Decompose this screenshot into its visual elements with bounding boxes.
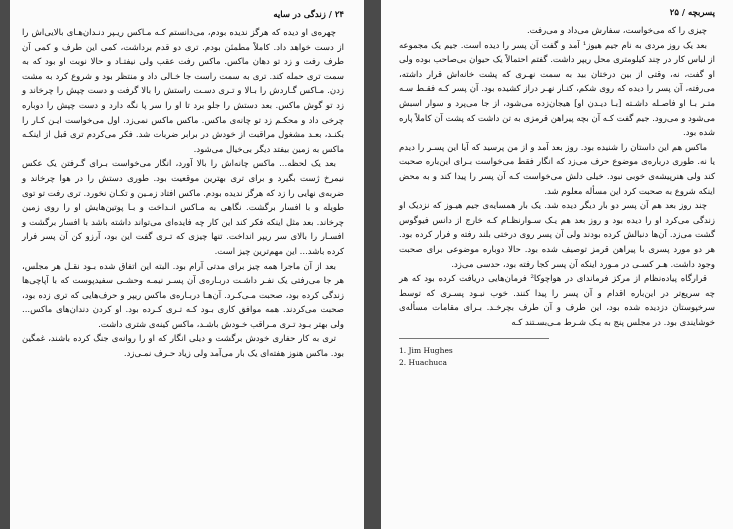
paragraph: بعد یک روز مردی به نام جیم هیوز¹ آمد و گفت آن پسر را دیده است. جیم یک مجموعه از لباس کار در چند کیلومتری محل ریپر داشت. گفتم احتمالاً یک حیوان بی‌صاحب بوده ولی او گفت، نه، وقتی از بین درختان بید به سمت نهـری که پشت خانه‌اش قرار داشته، می‌رفته، آن پسر را دیده که روی شکم، کنـار نهـر دراز کشیده بود. آن پسر کـه فقـط سـه متـر بـا او فاصـله داشـته [بـا دیـدن او] هیجان‌زده می‌شود، از جا می‌پرد و سوار اسبش می‌شود و می‌رود. جیم گفت کـه آن بچه پیراهن قرمزی به تن داشت که پشت آن کاملاً پاره شده بود. xyxy=(399,40,715,139)
right-page-body xyxy=(399,24,715,330)
paragraph: ماکس هم این داستان را شنیده بود. روز بعد آمد و از من پرسید که آیا این پسـر را دیدم یا نه. طوری درباره‌ی موضوع حرف می‌زد که انگار فقط می‌خواست بـرای این‌باره صحبت کند ولی هنرپیشه‌ی خوبی نبود. خیلی دلش می‌خواست کـه آن پسر را پیدا کند و به محض اینکه شروع به صحبت کرد این مسأله معلوم شد. xyxy=(399,142,715,197)
footnote: 2. Huachuca xyxy=(399,358,447,368)
paragraph: قرارگاه پیاده‌نظام از مرکز فرماندای در هواچوکا² فرمان‌هایی دریافت کرده بود که هر چه سریع‌تر در این‌باره اقدام و آن پسر را پیدا کنند. خوب نبـود پسـری که توسط سرخپوستان دزدیده شده بود، این طرف و آن طرف بچرخـد. بـرای مقامات مسأله‌ی خوشایندی بود. در مجلس پنج به یـک شـرط مـی‌بسـتند کـه xyxy=(399,274,715,328)
page-header-left: ۲۴ / زندگی در سایه xyxy=(273,10,344,20)
paragraph: چند روز بعد هم آن پسر دو بار دیگر دیده شد. یک بار همسایه‌ی جیم هیـوز که نزدیک او زندگی می‌کرد او را دیده بود و روز بعد هم یـک سـوارنظـام کـه خارج از دانس فیوگوس گشت می‌زد. آن‌ها دنبالش کرده بودند ولی آن پسر روی درختی بلند رفته و فرار کرده بود. هر دو مورد پسری با پیراهن قرمز توصیف شده بود. حالا دوباره موضوعی برای صحبت وجود داشت. هـر کسـی در مـورد اینکه آن پسر کجا رفته بود، حدسی می‌زد. xyxy=(399,201,715,270)
right-page xyxy=(381,0,733,529)
left-page-body xyxy=(22,26,344,362)
paragraph: بعد یک لحظه... ماکس چانه‌اش را بالا آورد، انگار می‌خواست بـرای گـرفتن یک عکس نیمرخ ژست بگیرد و برای تری بهترین موقعیت بود. طوری دستش را در هوا چرخاند و ضربه‌ی نهایی را زد که هرگز ندیده بودم. ماکس افتاد زمـین و تکـان نخورد. تری رفت تو توی طویله و با افسار برگشت. نگاهی به مـاکس انـداخت و بـا پوتین‌هایش او را روی زمین چرخاند. بعد مثل اینکه فکر کند این کار چه فایده‌ای می‌تواند داشته باشد با افسار برگشت و افسـار را بالای سر ریپر انداخت. تنها چیزی که تـری گفت این بود، آرزو کن آن پسر فرار کرده باشد... این مهم‌ترین چیز است. xyxy=(22,159,344,257)
paragraph: تری به کار حفاری خودش برگشت و دیلی انگار که او را روانه‌ی جنگ کرده باشند، غمگین بود. ماکس هنوز هفته‌ای یک بار می‌آمد ولی زیاد حـرف نمـی‌زد. xyxy=(22,334,344,360)
footnote: 1. Jim Hughes xyxy=(399,346,453,356)
footnotes xyxy=(399,345,715,369)
page-header-right: پسربچه / ۲۵ xyxy=(669,8,715,18)
paragraph: چیزی را که می‌خواست، سفارش می‌داد و می‌رفت. xyxy=(526,26,707,36)
paragraph: چهره‌ی او دیده که هرگز ندیده بودم، می‌دانستم کـه مـاکس ریـپر دنـدان‌هـای بالایی‌اش را از دست خواهد داد. کاملاً مطمئن بودم. تری دو قدم برداشت، کمی این طرف و کمی آن طرف رفت و زد تو دهان ماکس. ماکس رفت عقب ولی نیفتـاد و حالا نوبت او بود که به سمت تری حمله کند. تری به سمت راست جا خـالی داد و منتظر بود و شروع کرد به مشت زدن. مـاکس گـاردش را بـالا و تـری دسـت راستش را بالا گرفت و دست چپش را چرخاند و زد تو گوش ماکس. بعد دستش را جلو برد تا او را سر پا نگه دارد و دست چپش را دوباره چرخی داد و محکـم زد تو چانه‌ی ماکس. ماکس ماکس نمی‌زد. اول می‌خواست ایـن کـار را بکنـد، بعـد مشغول مراقبت از خودش در برابر ضربات شد. فکر می‌کردم تری قبل از اینکـه ماکس به زمین بیفتد دیگر بی‌خیال می‌شود. xyxy=(22,28,344,155)
footnote-divider xyxy=(399,338,549,339)
paragraph: بعد از آن ماجرا همه چیز برای مدتی آرام بود. البته این اتفاق شده بـود نقـل هر مجلس، هر جا می‌رفتی یک نفـر داشـت دربـاره‌ی آن پسـر نیمـه وحشـی سفیدپوست که با آپاچی‌ها زندگی کرده بود، صحبت مـی‌کـرد. آن‌هـا دربـاره‌ی ماکس ریپر و حرف‌هایی که تری زده بود، صحبت می‌کردند. همه موافق کاری بـود کـه تـری کـرده بود. او کردن دندان‌های ماکس... ولی بهتر بـود تـری مـراقب خـودش باشـد، ماکس کینه‌ی شتری داشت. xyxy=(22,261,344,330)
left-page xyxy=(10,0,364,529)
